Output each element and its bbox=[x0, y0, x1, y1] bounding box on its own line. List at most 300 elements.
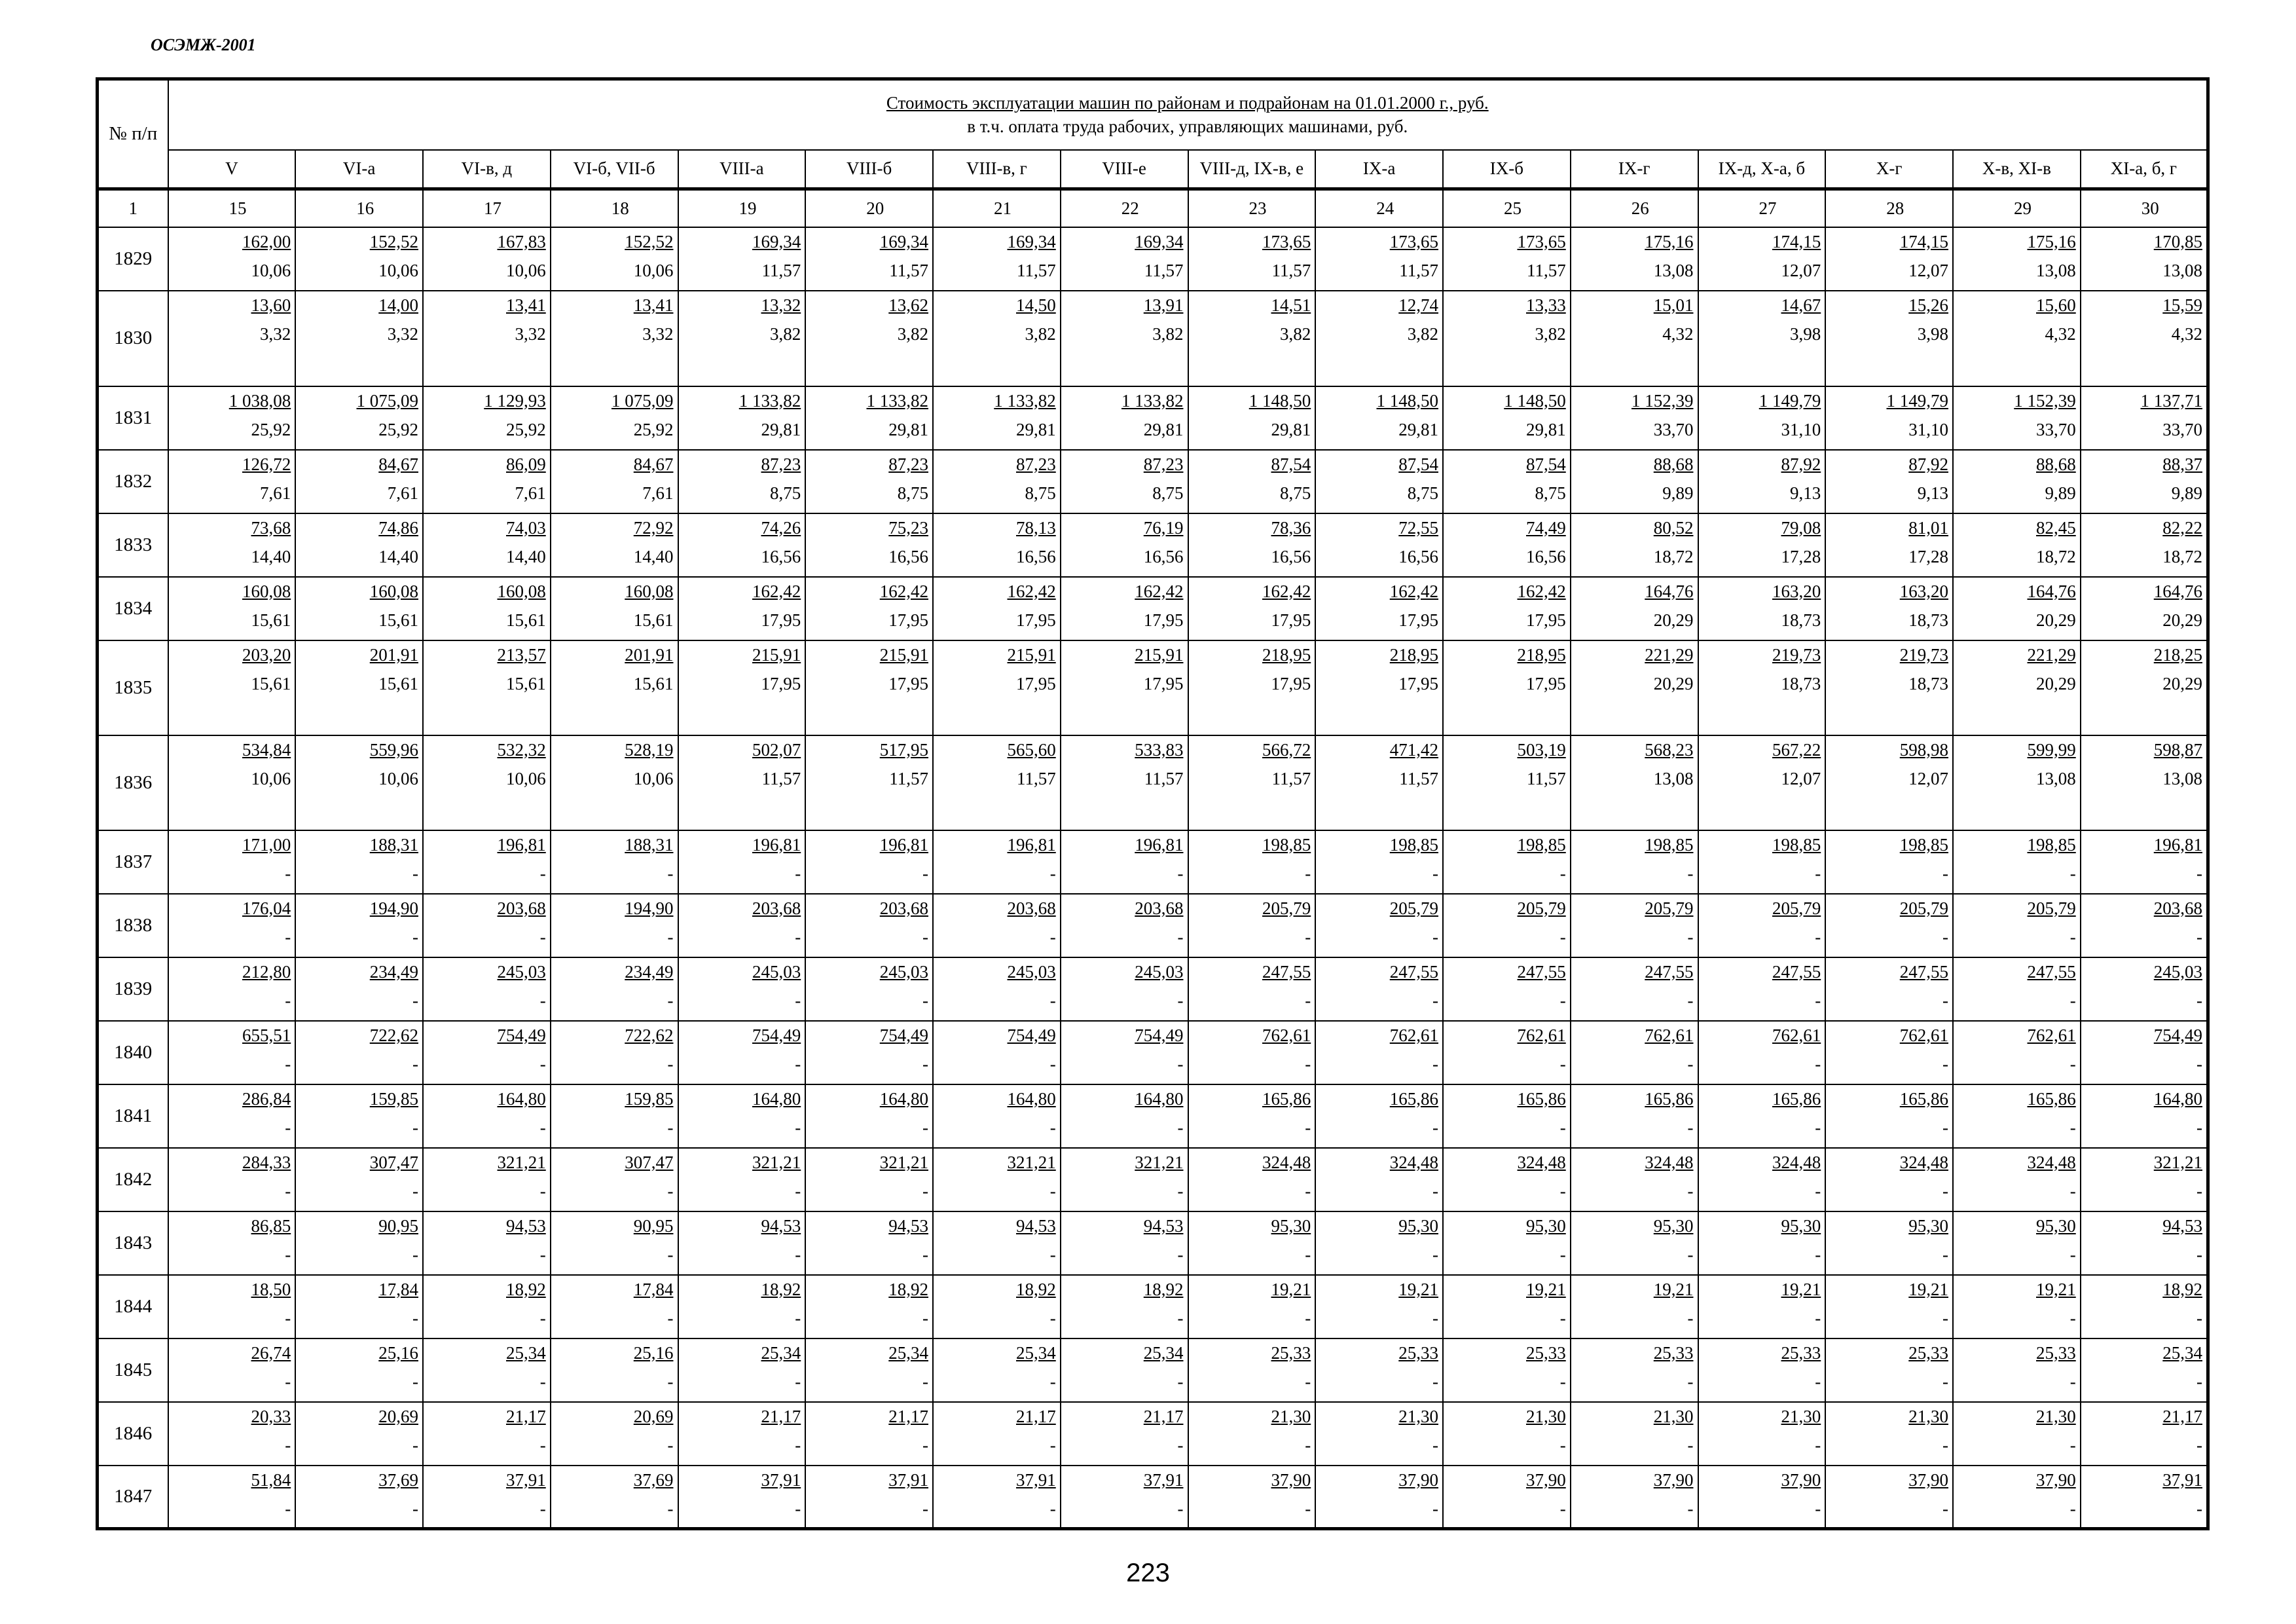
operating-cost: 321,21 bbox=[1135, 1152, 1184, 1172]
labor-cost: - bbox=[1049, 1308, 1056, 1328]
operating-cost: 90,95 bbox=[378, 1215, 418, 1236]
value-cell bbox=[1953, 1402, 2081, 1466]
operating-cost: 75,23 bbox=[888, 517, 928, 538]
operating-cost: 78,36 bbox=[1271, 517, 1311, 538]
value-cell bbox=[2081, 1211, 2208, 1275]
operating-cost: 321,21 bbox=[2153, 1152, 2203, 1172]
value-cell bbox=[168, 513, 296, 577]
operating-cost: 25,33 bbox=[1398, 1342, 1438, 1363]
labor-cost: 33,70 bbox=[2162, 419, 2203, 439]
value-cell bbox=[805, 957, 933, 1021]
labor-cost: 3,32 bbox=[642, 323, 674, 344]
labor-cost: 11,57 bbox=[1017, 260, 1056, 280]
value-cell bbox=[1061, 1084, 1188, 1148]
labor-cost: - bbox=[795, 990, 801, 1010]
operating-cost: 159,85 bbox=[369, 1088, 418, 1109]
operating-cost: 1 133,82 bbox=[994, 390, 1056, 411]
value-cell bbox=[1698, 1084, 1826, 1148]
operating-cost: 78,13 bbox=[1016, 517, 1056, 538]
operating-cost: 169,34 bbox=[879, 231, 928, 251]
labor-cost: - bbox=[412, 1244, 418, 1264]
labor-cost: - bbox=[795, 1181, 801, 1201]
value-cell bbox=[168, 450, 296, 513]
operating-cost: 37,90 bbox=[1781, 1469, 1821, 1490]
labor-cost: 11,57 bbox=[889, 768, 928, 788]
operating-cost: 502,07 bbox=[752, 739, 801, 760]
value-cell bbox=[551, 1084, 678, 1148]
labor-cost: 8,75 bbox=[1407, 483, 1438, 503]
value-cell bbox=[1953, 1148, 2081, 1211]
value-cell bbox=[551, 894, 678, 957]
value-cell bbox=[168, 894, 296, 957]
value-cell bbox=[678, 1402, 806, 1466]
value-cell bbox=[933, 577, 1061, 640]
labor-cost: 15,61 bbox=[251, 673, 291, 693]
operating-cost: 25,33 bbox=[1271, 1342, 1311, 1363]
value-cell bbox=[933, 1211, 1061, 1275]
labor-cost: 31,10 bbox=[1908, 419, 1948, 439]
operating-cost: 37,90 bbox=[2036, 1469, 2076, 1490]
region-header: VIII-в, г bbox=[933, 150, 1061, 189]
value-cell bbox=[1443, 894, 1571, 957]
value-cell bbox=[2081, 1275, 2208, 1338]
labor-cost: 20,29 bbox=[2162, 673, 2203, 693]
labor-cost: - bbox=[667, 1371, 674, 1392]
labor-cost: - bbox=[2069, 1117, 2076, 1137]
value-cell bbox=[2081, 640, 2208, 735]
operating-cost: 198,85 bbox=[1899, 834, 1948, 855]
operating-cost: 212,80 bbox=[242, 961, 291, 982]
value-cell bbox=[1698, 450, 1826, 513]
operating-cost: 21,30 bbox=[1781, 1406, 1821, 1426]
value-cell bbox=[1188, 830, 1316, 894]
operating-cost: 19,21 bbox=[1398, 1279, 1438, 1299]
value-cell bbox=[1953, 291, 2081, 386]
labor-cost: 3,32 bbox=[515, 323, 546, 344]
region-header: V bbox=[168, 150, 296, 189]
labor-cost: - bbox=[1305, 1117, 1311, 1137]
value-cell bbox=[551, 830, 678, 894]
value-cell bbox=[1953, 1338, 2081, 1402]
operating-cost: 37,90 bbox=[1653, 1469, 1694, 1490]
value-cell bbox=[805, 577, 933, 640]
operating-cost: 198,85 bbox=[1517, 834, 1566, 855]
value-cell bbox=[1188, 1402, 1316, 1466]
operating-cost: 164,76 bbox=[2153, 581, 2203, 601]
operating-cost: 37,90 bbox=[1526, 1469, 1566, 1490]
operating-cost: 25,16 bbox=[378, 1342, 418, 1363]
labor-cost: 4,32 bbox=[1662, 323, 1694, 344]
operating-cost: 152,52 bbox=[625, 231, 674, 251]
labor-cost: 29,81 bbox=[1271, 419, 1311, 439]
operating-cost: 76,19 bbox=[1143, 517, 1184, 538]
column-number: 19 bbox=[678, 189, 806, 227]
operating-cost: 95,30 bbox=[2036, 1215, 2076, 1236]
value-cell bbox=[1061, 1148, 1188, 1211]
value-cell bbox=[933, 227, 1061, 291]
labor-cost: 12,07 bbox=[1908, 768, 1948, 788]
labor-cost: 20,29 bbox=[1653, 610, 1694, 630]
value-cell bbox=[1953, 957, 2081, 1021]
value-cell bbox=[423, 1402, 551, 1466]
row-id: 1829 bbox=[98, 227, 168, 291]
operating-cost: 21,30 bbox=[1271, 1406, 1311, 1426]
value-cell bbox=[678, 291, 806, 386]
operating-cost: 21,30 bbox=[1908, 1406, 1948, 1426]
labor-cost: - bbox=[285, 863, 291, 883]
value-cell bbox=[1825, 894, 1953, 957]
labor-cost: - bbox=[1177, 990, 1184, 1010]
labor-cost: - bbox=[285, 990, 291, 1010]
labor-cost: - bbox=[2196, 990, 2203, 1010]
labor-cost: - bbox=[1815, 863, 1821, 883]
operating-cost: 126,72 bbox=[242, 454, 291, 474]
operating-cost: 205,79 bbox=[1389, 898, 1438, 918]
operating-cost: 15,01 bbox=[1653, 295, 1694, 315]
operating-cost: 20,69 bbox=[378, 1406, 418, 1426]
operating-cost: 215,91 bbox=[879, 644, 928, 665]
labor-cost: - bbox=[2069, 1308, 2076, 1328]
labor-cost: 25,92 bbox=[506, 419, 546, 439]
operating-cost: 21,17 bbox=[506, 1406, 546, 1426]
value-cell bbox=[678, 386, 806, 450]
value-cell bbox=[1825, 577, 1953, 640]
labor-cost: - bbox=[795, 863, 801, 883]
labor-cost: - bbox=[795, 1244, 801, 1264]
labor-cost: 17,95 bbox=[1526, 610, 1566, 630]
value-cell bbox=[2081, 1338, 2208, 1402]
labor-cost: - bbox=[1559, 1117, 1566, 1137]
operating-cost: 324,48 bbox=[1645, 1152, 1694, 1172]
operating-cost: 74,49 bbox=[1526, 517, 1566, 538]
value-cell bbox=[1571, 450, 1698, 513]
operating-cost: 1 152,39 bbox=[1631, 390, 1694, 411]
operating-cost: 25,33 bbox=[2036, 1342, 2076, 1363]
value-cell bbox=[678, 830, 806, 894]
value-cell bbox=[1061, 640, 1188, 735]
operating-cost: 87,23 bbox=[888, 454, 928, 474]
labor-cost: - bbox=[1559, 1498, 1566, 1519]
operating-cost: 25,34 bbox=[2162, 1342, 2203, 1363]
value-cell bbox=[423, 227, 551, 291]
labor-cost: - bbox=[1815, 1498, 1821, 1519]
table-row bbox=[98, 1275, 2208, 1338]
operating-cost: 25,34 bbox=[1143, 1342, 1184, 1363]
labor-cost: - bbox=[1942, 927, 1948, 947]
operating-cost: 13,60 bbox=[251, 295, 291, 315]
labor-cost: - bbox=[539, 990, 546, 1010]
labor-cost: - bbox=[285, 1308, 291, 1328]
value-cell bbox=[1315, 1402, 1443, 1466]
value-cell bbox=[1698, 957, 1826, 1021]
labor-cost: - bbox=[1049, 1435, 1056, 1455]
value-cell bbox=[1698, 1402, 1826, 1466]
operating-cost: 213,57 bbox=[497, 644, 546, 665]
labor-cost: - bbox=[2069, 1054, 2076, 1074]
value-cell bbox=[2081, 291, 2208, 386]
operating-cost: 722,62 bbox=[369, 1025, 418, 1045]
column-number: 21 bbox=[933, 189, 1061, 227]
labor-cost: - bbox=[1687, 1371, 1694, 1392]
operating-cost: 95,30 bbox=[1908, 1215, 1948, 1236]
operating-cost: 754,49 bbox=[497, 1025, 546, 1045]
value-cell bbox=[295, 227, 423, 291]
operating-cost: 174,15 bbox=[1772, 231, 1821, 251]
labor-cost: - bbox=[1815, 1244, 1821, 1264]
operating-cost: 215,91 bbox=[1135, 644, 1184, 665]
operating-cost: 74,86 bbox=[378, 517, 418, 538]
labor-cost: 3,82 bbox=[1025, 323, 1056, 344]
labor-cost: 17,28 bbox=[1781, 546, 1821, 566]
operating-cost: 25,34 bbox=[761, 1342, 801, 1363]
value-cell bbox=[933, 1402, 1061, 1466]
value-cell bbox=[168, 1084, 296, 1148]
value-cell bbox=[1315, 640, 1443, 735]
row-id: 1839 bbox=[98, 957, 168, 1021]
operating-cost: 321,21 bbox=[879, 1152, 928, 1172]
value-cell bbox=[933, 386, 1061, 450]
operating-cost: 205,79 bbox=[1899, 898, 1948, 918]
labor-cost: 16,56 bbox=[1016, 546, 1056, 566]
value-cell bbox=[678, 227, 806, 291]
operating-cost: 196,81 bbox=[2153, 834, 2203, 855]
value-cell bbox=[1698, 513, 1826, 577]
value-cell bbox=[933, 1275, 1061, 1338]
value-cell bbox=[1825, 513, 1953, 577]
labor-cost: 14,40 bbox=[633, 546, 674, 566]
labor-cost: - bbox=[1942, 990, 1948, 1010]
labor-cost: - bbox=[539, 1435, 546, 1455]
operating-cost: 517,95 bbox=[879, 739, 928, 760]
value-cell bbox=[423, 577, 551, 640]
value-cell bbox=[1315, 450, 1443, 513]
value-cell bbox=[1188, 735, 1316, 830]
value-cell bbox=[933, 1148, 1061, 1211]
operating-cost: 598,87 bbox=[2153, 739, 2203, 760]
operating-cost: 165,86 bbox=[1389, 1088, 1438, 1109]
labor-cost: - bbox=[1432, 1435, 1438, 1455]
value-cell bbox=[1443, 1466, 1571, 1529]
value-cell bbox=[1188, 227, 1316, 291]
operating-cost: 72,92 bbox=[633, 517, 674, 538]
column-number: 15 bbox=[168, 189, 296, 227]
labor-cost: 3,82 bbox=[1535, 323, 1566, 344]
labor-cost: - bbox=[1177, 863, 1184, 883]
operating-cost: 321,21 bbox=[497, 1152, 546, 1172]
operating-cost: 198,85 bbox=[1772, 834, 1821, 855]
operating-cost: 198,85 bbox=[1389, 834, 1438, 855]
value-cell bbox=[295, 735, 423, 830]
labor-cost: 13,08 bbox=[1653, 768, 1694, 788]
operating-cost: 152,52 bbox=[369, 231, 418, 251]
value-cell bbox=[1061, 957, 1188, 1021]
machine-cost-table bbox=[96, 77, 2210, 1530]
labor-cost: 15,61 bbox=[633, 673, 674, 693]
labor-cost: - bbox=[1305, 927, 1311, 947]
operating-cost: 221,29 bbox=[1645, 644, 1694, 665]
labor-cost: - bbox=[1177, 1054, 1184, 1074]
value-cell bbox=[805, 227, 933, 291]
operating-cost: 173,65 bbox=[1517, 231, 1566, 251]
operating-cost: 73,68 bbox=[251, 517, 291, 538]
value-cell bbox=[805, 1084, 933, 1148]
value-cell bbox=[1571, 1021, 1698, 1084]
operating-cost: 94,53 bbox=[761, 1215, 801, 1236]
operating-cost: 13,41 bbox=[633, 295, 674, 315]
labor-cost: 4,32 bbox=[2171, 323, 2203, 344]
column-number: 27 bbox=[1698, 189, 1826, 227]
column-number: 23 bbox=[1188, 189, 1316, 227]
labor-cost: 10,06 bbox=[378, 768, 418, 788]
operating-cost: 1 148,50 bbox=[1376, 390, 1438, 411]
operating-cost: 203,68 bbox=[1135, 898, 1184, 918]
value-cell bbox=[1443, 513, 1571, 577]
operating-cost: 165,86 bbox=[1899, 1088, 1948, 1109]
table-row bbox=[98, 450, 2208, 513]
value-cell bbox=[805, 291, 933, 386]
operating-cost: 532,32 bbox=[497, 739, 546, 760]
labor-cost: - bbox=[285, 1498, 291, 1519]
value-cell bbox=[1571, 1148, 1698, 1211]
labor-cost: 14,40 bbox=[378, 546, 418, 566]
value-cell bbox=[1953, 450, 2081, 513]
labor-cost: - bbox=[1305, 1244, 1311, 1264]
value-cell bbox=[1443, 450, 1571, 513]
labor-cost: - bbox=[2196, 927, 2203, 947]
operating-cost: 219,73 bbox=[1772, 644, 1821, 665]
labor-cost: 11,57 bbox=[889, 260, 928, 280]
labor-cost: - bbox=[667, 1117, 674, 1137]
labor-cost: 29,81 bbox=[1016, 419, 1056, 439]
operating-cost: 21,17 bbox=[1016, 1406, 1056, 1426]
value-cell bbox=[1443, 1338, 1571, 1402]
operating-cost: 164,80 bbox=[497, 1088, 546, 1109]
operating-cost: 95,30 bbox=[1781, 1215, 1821, 1236]
labor-cost: - bbox=[1432, 1371, 1438, 1392]
column-number: 24 bbox=[1315, 189, 1443, 227]
labor-cost: - bbox=[1177, 1181, 1184, 1201]
labor-cost: - bbox=[1559, 1181, 1566, 1201]
labor-cost: - bbox=[1305, 863, 1311, 883]
region-header: VI-а bbox=[295, 150, 423, 189]
value-cell bbox=[1188, 513, 1316, 577]
operating-cost: 198,85 bbox=[2027, 834, 2076, 855]
labor-cost: - bbox=[1942, 1117, 1948, 1137]
value-cell bbox=[805, 894, 933, 957]
operating-cost: 324,48 bbox=[1517, 1152, 1566, 1172]
labor-cost: - bbox=[1432, 1308, 1438, 1328]
value-cell bbox=[1188, 450, 1316, 513]
operating-cost: 203,68 bbox=[752, 898, 801, 918]
operating-cost: 754,49 bbox=[1007, 1025, 1056, 1045]
value-cell bbox=[1698, 1021, 1826, 1084]
value-cell bbox=[551, 1338, 678, 1402]
labor-cost: 3,82 bbox=[1407, 323, 1438, 344]
value-cell bbox=[1571, 1402, 1698, 1466]
value-cell bbox=[1061, 577, 1188, 640]
operating-cost: 321,21 bbox=[1007, 1152, 1056, 1172]
operating-cost: 19,21 bbox=[1271, 1279, 1311, 1299]
labor-cost: - bbox=[2196, 1117, 2203, 1137]
operating-cost: 94,53 bbox=[506, 1215, 546, 1236]
labor-cost: 17,95 bbox=[1143, 610, 1184, 630]
labor-cost: - bbox=[1049, 1054, 1056, 1074]
value-cell bbox=[1571, 1338, 1698, 1402]
table-row bbox=[98, 1211, 2208, 1275]
value-cell bbox=[1061, 227, 1188, 291]
operating-cost: 205,79 bbox=[1772, 898, 1821, 918]
labor-cost: 12,07 bbox=[1908, 260, 1948, 280]
labor-cost: 11,57 bbox=[1017, 768, 1056, 788]
value-cell bbox=[1188, 957, 1316, 1021]
value-cell bbox=[1443, 640, 1571, 735]
value-cell bbox=[1953, 1021, 2081, 1084]
operating-cost: 72,55 bbox=[1398, 517, 1438, 538]
value-cell bbox=[933, 640, 1061, 735]
value-cell bbox=[295, 1148, 423, 1211]
labor-cost: 10,06 bbox=[633, 260, 674, 280]
labor-cost: - bbox=[1942, 1244, 1948, 1264]
value-cell bbox=[2081, 735, 2208, 830]
operating-cost: 21,17 bbox=[2162, 1406, 2203, 1426]
labor-cost: 7,61 bbox=[642, 483, 674, 503]
operating-cost: 15,59 bbox=[2162, 295, 2203, 315]
value-cell bbox=[1698, 735, 1826, 830]
operating-cost: 565,60 bbox=[1007, 739, 1056, 760]
labor-cost: - bbox=[1305, 1308, 1311, 1328]
value-cell bbox=[678, 1084, 806, 1148]
value-cell bbox=[2081, 830, 2208, 894]
table-row bbox=[98, 1338, 2208, 1402]
labor-cost: - bbox=[2069, 1498, 2076, 1519]
labor-cost: - bbox=[2069, 1181, 2076, 1201]
column-number: 25 bbox=[1443, 189, 1571, 227]
value-cell bbox=[168, 1466, 296, 1529]
operating-cost: 203,68 bbox=[497, 898, 546, 918]
row-id: 1841 bbox=[98, 1084, 168, 1148]
operating-cost: 163,20 bbox=[1899, 581, 1948, 601]
value-cell bbox=[551, 1275, 678, 1338]
operating-cost: 19,21 bbox=[2036, 1279, 2076, 1299]
table-row bbox=[98, 291, 2208, 386]
labor-cost: - bbox=[285, 1054, 291, 1074]
labor-cost: 16,56 bbox=[1143, 546, 1184, 566]
operating-cost: 324,48 bbox=[1262, 1152, 1311, 1172]
operating-cost: 234,49 bbox=[369, 961, 418, 982]
operating-cost: 1 148,50 bbox=[1248, 390, 1311, 411]
row-id: 1843 bbox=[98, 1211, 168, 1275]
labor-cost: 10,06 bbox=[633, 768, 674, 788]
labor-cost: 11,57 bbox=[1144, 768, 1184, 788]
operating-cost: 215,91 bbox=[1007, 644, 1056, 665]
operating-cost: 598,98 bbox=[1899, 739, 1948, 760]
operating-cost: 165,86 bbox=[1772, 1088, 1821, 1109]
labor-cost: 15,61 bbox=[506, 673, 546, 693]
value-cell bbox=[1188, 1275, 1316, 1338]
value-cell bbox=[1571, 291, 1698, 386]
labor-cost: - bbox=[1049, 1181, 1056, 1201]
operating-cost: 25,33 bbox=[1653, 1342, 1694, 1363]
labor-cost: 7,61 bbox=[260, 483, 291, 503]
labor-cost: - bbox=[922, 1435, 928, 1455]
operating-cost: 164,80 bbox=[2153, 1088, 2203, 1109]
labor-cost: - bbox=[1559, 1054, 1566, 1074]
operating-cost: 321,21 bbox=[752, 1152, 801, 1172]
labor-cost: - bbox=[1942, 1054, 1948, 1074]
operating-cost: 1 133,82 bbox=[1121, 390, 1184, 411]
operating-cost: 162,42 bbox=[1517, 581, 1566, 601]
value-cell bbox=[551, 640, 678, 735]
